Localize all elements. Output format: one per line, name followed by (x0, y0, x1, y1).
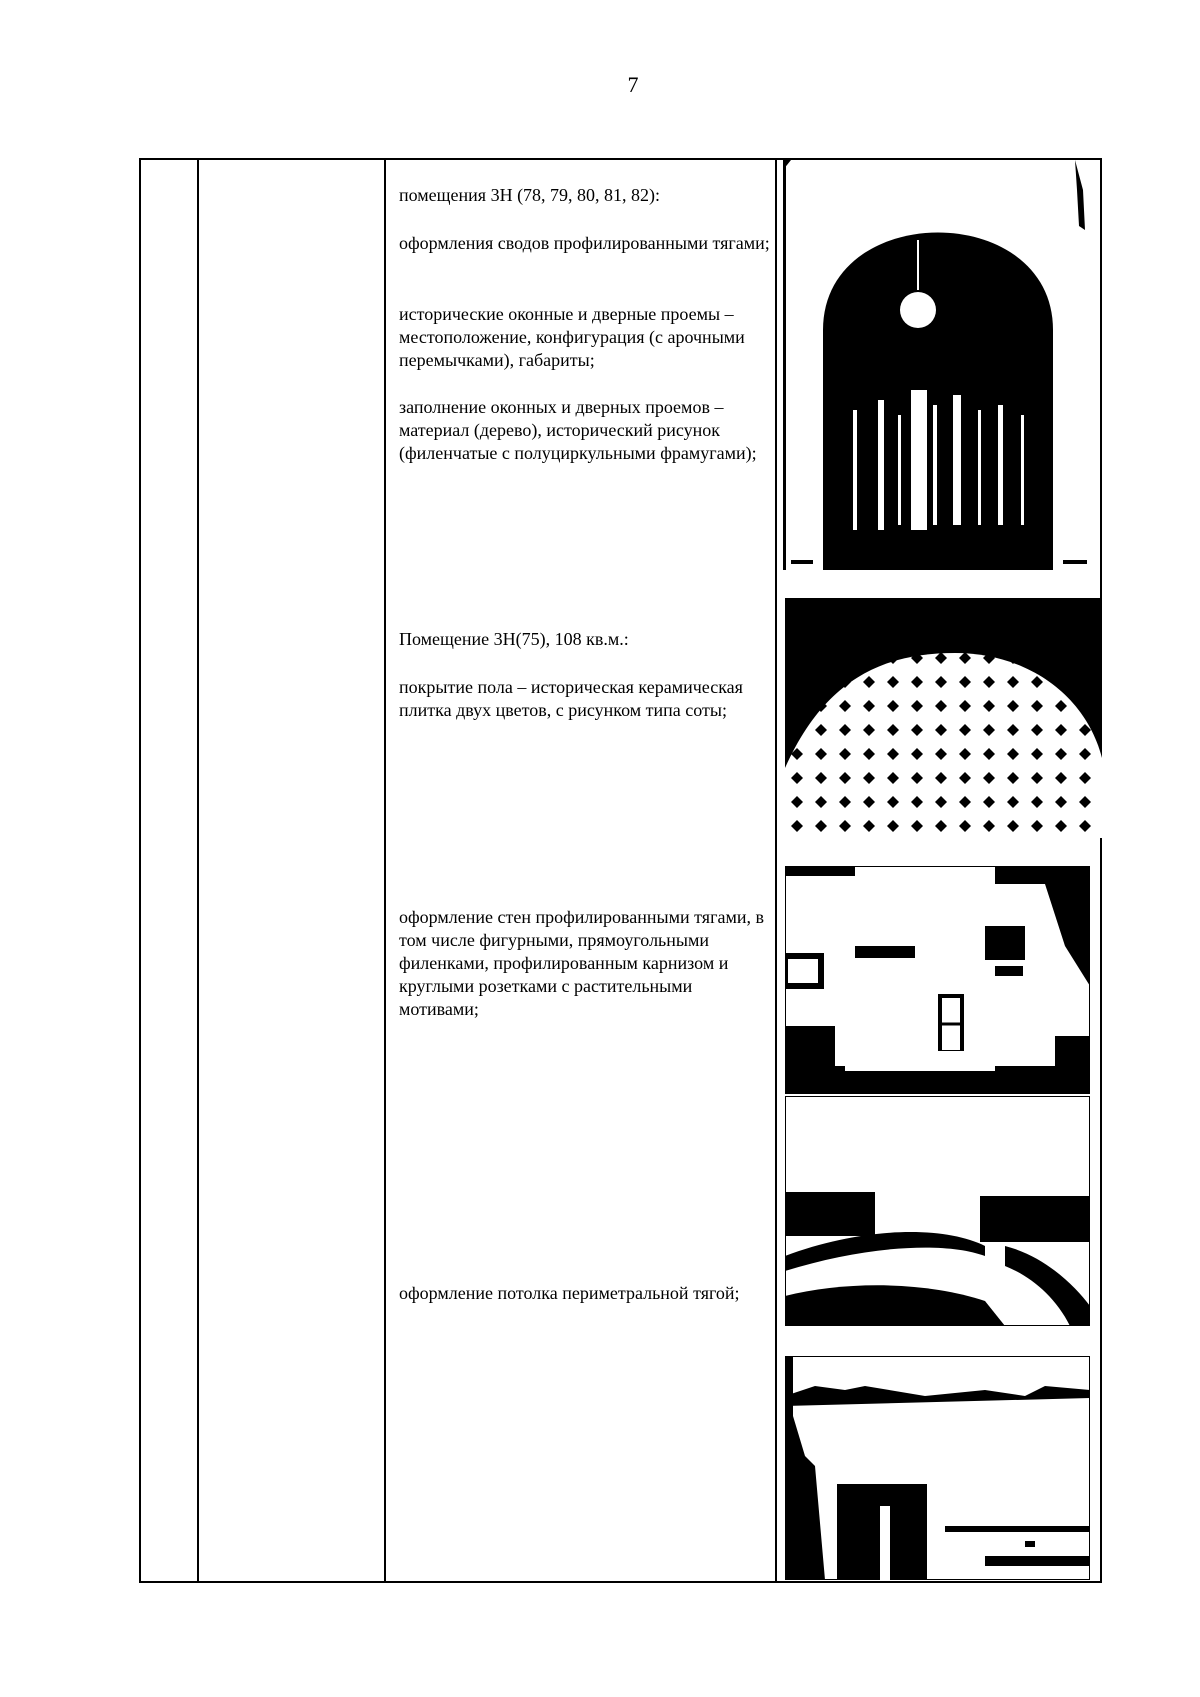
text-ceiling-decoration: оформление потолка периметральной тягой; (399, 1283, 740, 1303)
photo-tiled-floor (785, 598, 1102, 838)
text-room-75-heading: Помещение 3Н(75), 108 кв.м.: (399, 629, 629, 649)
text-vault-decoration: оформления сводов профилированными тягами; (399, 233, 770, 253)
column-divider-3 (775, 158, 777, 1583)
text-floor-covering: покрытие пола – историческая керамическая плитка двух цветов, с рисунком типа соты; (399, 677, 743, 720)
text-window-door-fill: заполнение оконных и дверных проемов – материал (дерево), исторический рисунок (филенчатые с полуциркульными фрамугами); (399, 397, 757, 463)
text-wall-decoration: оформление стен профилированными тягами, в том числе фигурными, прямоугольными филенками, профилированным карнизом и круглыми розетками с растительными мотивами; (399, 907, 764, 1019)
photo-wall-decoration (785, 866, 1090, 1094)
text-rooms-heading: помещения 3Н (78, 79, 80, 81, 82): (399, 185, 661, 205)
column-divider-1 (197, 158, 199, 1583)
page-number: 7 (627, 72, 639, 97)
column-divider-2 (384, 158, 386, 1583)
photo-room-interior (785, 1356, 1090, 1580)
photo-ceiling-cornice (785, 1096, 1090, 1326)
photo-arched-vault (783, 160, 1100, 570)
text-window-door-openings: исторические оконные и дверные проемы – местоположение, конфигурация (с арочными перемычками), габариты; (399, 304, 745, 370)
